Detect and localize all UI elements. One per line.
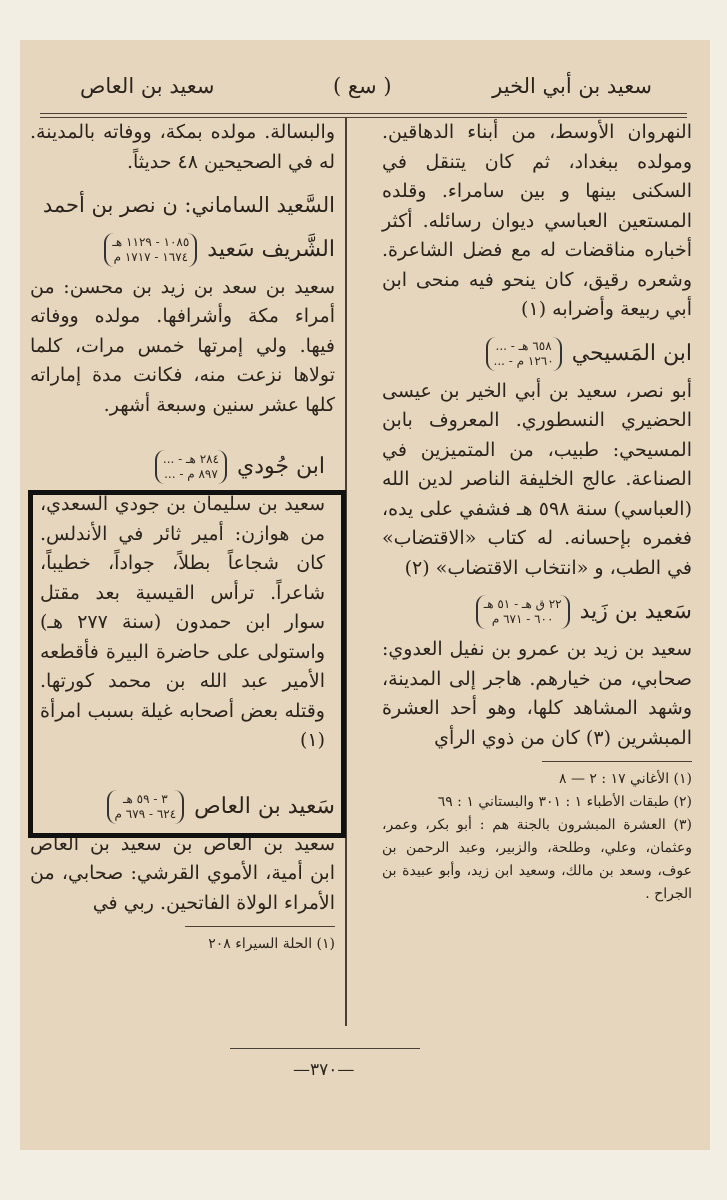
footnote-rule <box>185 926 335 927</box>
header-right: سعيد بن أبي الخير <box>492 74 652 98</box>
dates-hijri: ... - ٢٨٤ هـ <box>162 452 220 466</box>
entry-name: سَعيد بن زَيد <box>579 599 692 625</box>
entry-name: ابن المَسيحي <box>571 340 692 366</box>
entry-text: سعيد بن سعد بن زيد بن محسن: من أمراء مكة وأشرافها. مولده ووفاته فيها. ولي إمرتها خمس مرات، كلما تولاها نزعت منه، فكانت مدة إماراته كلها عشر سنين وسبعة أشهر. <box>30 275 335 416</box>
entry-text: سعيد بن زيد بن عمرو بن نفيل العدوي: صحابي، من خيارهم. هاجر إلى المدينة، وشهد المشاهد كلها، وهو أحد العشرة المبشرين (٣) كان من ذوي الرأي <box>382 638 692 749</box>
dates-hijri: ١٠٨٥ - ١١٢٩ هـ <box>112 234 190 249</box>
footnote: (١) الحلة السيراء ٢٠٨ <box>208 936 335 952</box>
footnote: (٣) العشرة المبشرون بالجنة هم : أبو بكر، وعمر، وعثمان، وعلي، وطلحة، والزبير، وعبد الرحمن بن عوف، وسعد بن مالك، وسعيد ابن زيد، وأبو عبيدة بن الجراح . <box>382 817 692 902</box>
entry-heading <box>382 595 692 629</box>
paragraph: والبسالة. مولده بمكة، ووفاته بالمدينة. له في الصحيحين ٤٨ حديثاً. <box>30 121 335 173</box>
entry-heading <box>30 233 335 267</box>
bottom-rule <box>230 1048 420 1049</box>
right-column <box>382 118 692 906</box>
entry-name: ابن جُودي <box>237 454 325 480</box>
dates-gregorian: ... - ٨٩٧ م <box>164 467 218 481</box>
dates-hijri: ... - ٦٥٨ هـ <box>495 338 552 353</box>
header-rule <box>40 113 687 114</box>
footnote: (١) الأغاني ١٧ : ٢ — ٨ <box>558 771 692 787</box>
header-left: سعيد بن العاص <box>80 74 215 98</box>
entry-name: سَعيد بن العاص <box>194 793 335 819</box>
entry-dates <box>155 450 227 484</box>
entry-heading <box>40 450 325 484</box>
header-center: ( سع ) <box>333 74 392 98</box>
footnote: (٢) طبقات الأطباء ١ : ٣٠١ والبستاني ١ : ٦٩ <box>437 794 692 810</box>
dates-gregorian: ٦٠٠ - ٦٧١ م <box>491 612 554 626</box>
entry-name: الشَّريف سَعيد <box>207 236 335 262</box>
dates-hijri: ٣ - ٥٩ هـ <box>123 791 168 806</box>
running-header <box>20 44 710 104</box>
dates-gregorian: ... - ١٢٦٠ م <box>493 353 554 368</box>
cross-reference: السَّعيد الساماني: ن نصر بن أحمد <box>42 193 335 217</box>
footnote-rule <box>542 761 692 762</box>
entry-dates <box>476 595 570 629</box>
highlight-box <box>28 490 346 838</box>
entry-heading <box>382 337 692 371</box>
entry-text: أبو نصر، سعيد بن أبي الخير بن عيسى الحضيري النسطوري. المعروف بابن المسيحي: طبيب، من المتميزين في الصناعة. عالج الخليفة الناصر لدين الله (العباسي) سنة ٥٩٨ هـ فشفي على يده، فغمره بإحسانه. له كتاب «الاقتضاب» في الطب، و «انتخاب الاقتضاب» (٢) <box>382 379 692 579</box>
dates-gregorian: ١٦٧٤ - ١٧١٧ م <box>113 249 189 264</box>
entry-dates <box>104 233 197 267</box>
paragraph: النهروان الأوسط، من أبناء الدهاقين. ومولده ببغداد، ثم كان يتنقل في السكنى بينها و بين سامراء. وقلده المستعين العباسي ديوان رسائله. أكثر أخباره مناقضات له مع فضل الشاعرة. وشعره رقيق، كان ينحو فيه منحى ابن أبي ربيعة وأضرابه (١) <box>382 121 692 320</box>
dates-hijri: ٢٢ ق هـ - ٥١ هـ <box>483 597 562 611</box>
dates-gregorian: ٦٢٤ - ٦٧٩ م <box>114 806 177 821</box>
entry-text: سعيد بن العاص بن سعيد بن العاص ابن أمية، الأموي القرشي: صحابي، من الأمراء الولاة الفاتحين. ربي في <box>30 832 335 914</box>
entry-dates <box>486 337 562 371</box>
page-number: —٣٧٠— <box>293 1060 355 1080</box>
entry-text: سعيد بن سليمان بن جودي السعدي، من هوازن: أمير ثائر في الأندلس. كان شجاعاً بطلاً، جواداً، خطيباً، شاعراً. ترأس القيسية بعد مقتل سوار ابن حمدون (سنة ٢٧٧ هـ) واستولى على حاضرة البيرة فأقطعه الأمير عبد الله بن محمد كورتها. وقتله بعض أصحابه غيلة بسبب امرأة (١) <box>40 493 325 751</box>
